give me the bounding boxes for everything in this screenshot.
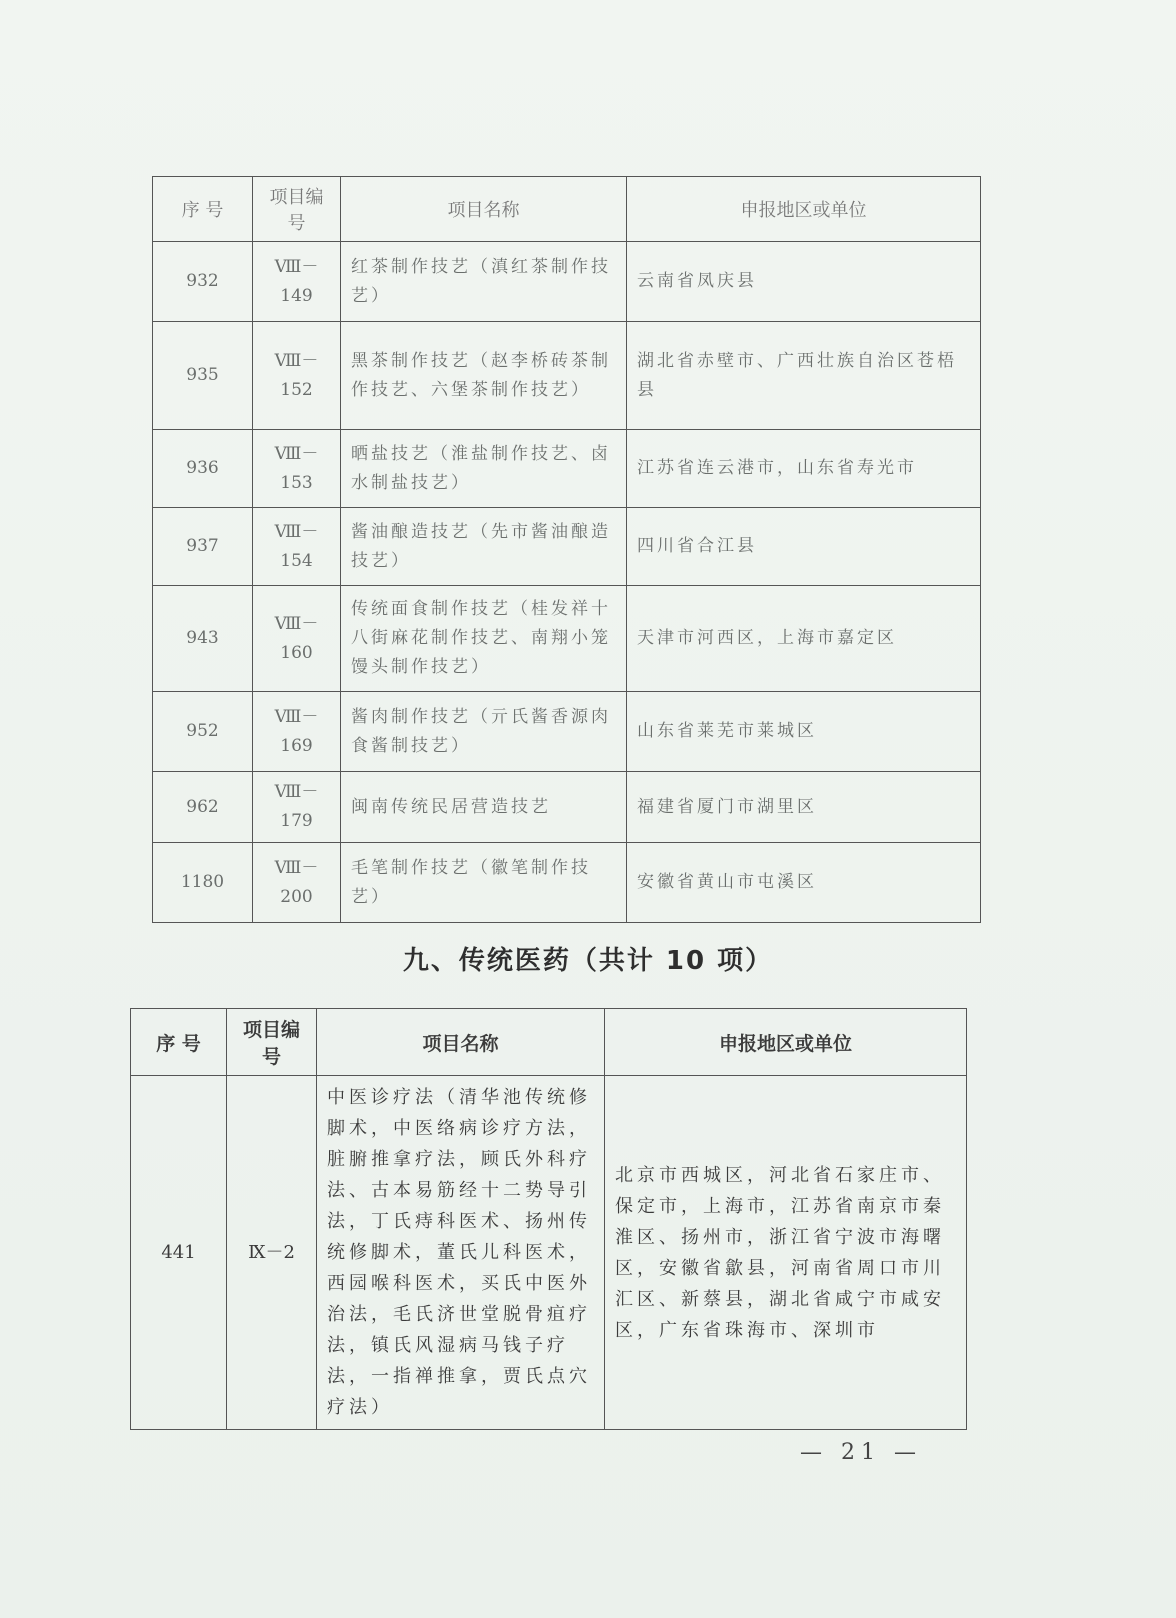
region-cell: 山东省莱芜市莱城区 [627,692,981,772]
name-cell: 红茶制作技艺（滇红茶制作技艺） [341,242,627,322]
code-cell: Ⅷ－149 [253,242,341,322]
table-row [153,430,981,508]
header-region: 申报地区或单位 [627,177,981,242]
name-cell: 传统面食制作技艺（桂发祥十八街麻花制作技艺、南翔小笼馒头制作技艺） [341,586,627,692]
seq-cell: 937 [153,508,253,586]
header-name: 项目名称 [317,1009,605,1076]
name-cell: 闽南传统民居营造技艺 [341,772,627,843]
region-cell: 天津市河西区，上海市嘉定区 [627,586,981,692]
name-cell: 酱肉制作技艺（亓氏酱香源肉食酱制技艺） [341,692,627,772]
seq-cell: 936 [153,430,253,508]
code-cell: Ⅷ－154 [253,508,341,586]
name-cell: 酱油酿造技艺（先市酱油酿造技艺） [341,508,627,586]
page-number: — 21 — [800,1440,922,1465]
header-code: 项目编号 [227,1009,317,1076]
header-code: 项目编号 [253,177,341,242]
table-row [153,586,981,692]
seq-cell: 943 [153,586,253,692]
region-cell: 湖北省赤壁市、广西壮族自治区苍梧县 [627,322,981,430]
header-seq: 序 号 [131,1009,227,1076]
table-row [153,242,981,322]
table-row [153,843,981,923]
seq-cell: 441 [131,1076,227,1430]
code-cell: Ⅷ－179 [253,772,341,843]
header-region: 申报地区或单位 [605,1009,967,1076]
seq-cell: 1180 [153,843,253,923]
table-header-row [131,1009,967,1076]
table-header-row [153,177,981,242]
header-name: 项目名称 [341,177,627,242]
seq-cell: 935 [153,322,253,430]
section-title: 九、传统医药（共计 10 项） [402,946,774,976]
table-row [153,772,981,843]
code-cell: Ⅸ－2 [227,1076,317,1430]
code-cell: Ⅷ－200 [253,843,341,923]
seq-cell: 962 [153,772,253,843]
table-row [153,322,981,430]
heritage-table-medicine [130,1008,967,1430]
region-cell: 福建省厦门市湖里区 [627,772,981,843]
name-cell: 中医诊疗法（清华池传统修脚术，中医络病诊疗方法，脏腑推拿疗法，顾氏外科疗法、古本易筋经十二势导引法，丁氏痔科医术、扬州传统修脚术，董氏儿科医术，西园喉科医术，买氏中医外治法，毛氏济世堂脱骨疽疗法，镇氏风湿病马钱子疗法，一指禅推拿，贾氏点穴疗法） [317,1076,605,1430]
table-row [153,692,981,772]
code-cell: Ⅷ－160 [253,586,341,692]
name-cell: 晒盐技艺（淮盐制作技艺、卤水制盐技艺） [341,430,627,508]
name-cell: 毛笔制作技艺（徽笔制作技艺） [341,843,627,923]
seq-cell: 932 [153,242,253,322]
name-cell: 黑茶制作技艺（赵李桥砖茶制作技艺、六堡茶制作技艺） [341,322,627,430]
heritage-table-crafts [152,176,981,923]
region-cell: 安徽省黄山市屯溪区 [627,843,981,923]
code-cell: Ⅷ－169 [253,692,341,772]
seq-cell: 952 [153,692,253,772]
code-cell: Ⅷ－153 [253,430,341,508]
header-seq: 序 号 [153,177,253,242]
region-cell: 北京市西城区，河北省石家庄市、保定市，上海市，江苏省南京市秦淮区、扬州市，浙江省宁波市海曙区，安徽省歙县，河南省周口市川汇区、新蔡县，湖北省咸宁市咸安区，广东省珠海市、深圳市 [605,1076,967,1430]
region-cell: 云南省凤庆县 [627,242,981,322]
region-cell: 江苏省连云港市，山东省寿光市 [627,430,981,508]
table-row [131,1076,967,1430]
table-row [153,508,981,586]
code-cell: Ⅷ－152 [253,322,341,430]
region-cell: 四川省合江县 [627,508,981,586]
